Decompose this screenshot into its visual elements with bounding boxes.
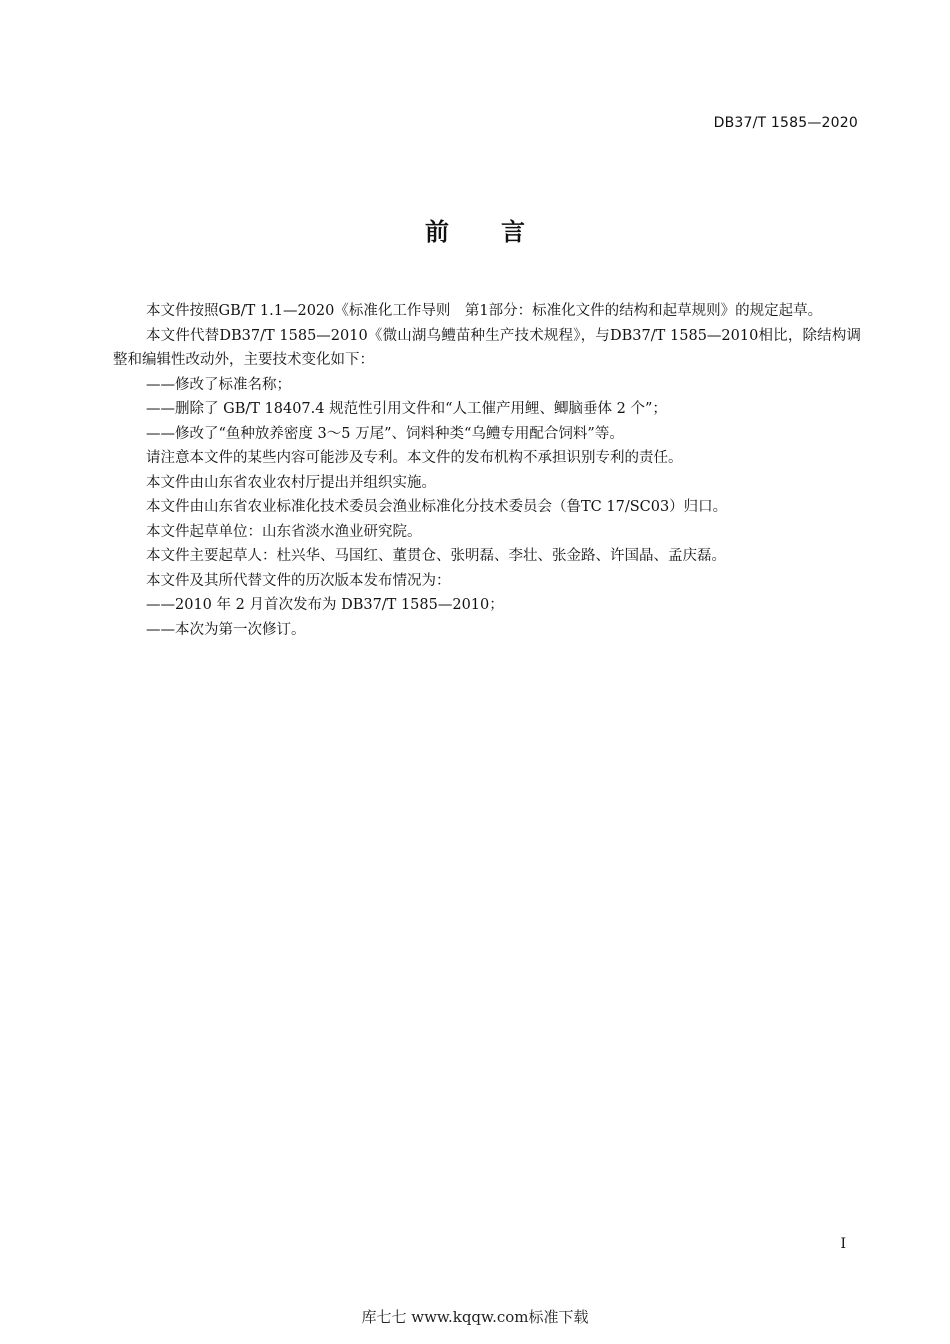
paragraph: 本文件起草单位：山东省淡水渔业研究院。 bbox=[146, 523, 422, 540]
standard-code: DB37/T 1585—2020 bbox=[713, 115, 858, 131]
paragraph: 本文件按照GB/T 1.1—2020《标准化工作导则 第1部分：标准化文件的结构和起草规则》的规定起草。 bbox=[146, 303, 823, 319]
paragraph: 本文件及其所代替文件的历次版本发布情况为： bbox=[146, 572, 451, 589]
paragraph: 本文件代替DB37/T 1585—2010《微山湖乌鳢苗种生产技术规程》，与DB37/T 1585—2010相比，除结构调整和编辑性改动外，主要技术变化如下： bbox=[113, 327, 861, 368]
paragraph: 请注意本文件的某些内容可能涉及专利。本文件的发布机构不承担识别专利的责任。 bbox=[146, 450, 683, 466]
page-number: I bbox=[840, 1236, 846, 1252]
list-item: ——2010 年 2 月首次发布为 DB37/T 1585—2010； bbox=[146, 597, 504, 613]
page-title: 前言 bbox=[425, 218, 577, 246]
list-item: ——删除了 GB/T 18407.4 规范性引用文件和“人工催产用鲤、鲫脑垂体 2 个”； bbox=[146, 401, 667, 417]
footer-watermark: 库七七 www.kqqw.com标准下载 bbox=[361, 1308, 589, 1326]
list-item: ——修改了标准名称； bbox=[146, 376, 291, 393]
list-item: ——本次为第一次修订。 bbox=[146, 621, 306, 638]
list-item: ——修改了“鱼种放养密度 3～5 万尾”、饲料种类“乌鳢专用配合饲料”等。 bbox=[146, 425, 624, 442]
paragraph: 本文件由山东省农业农村厅提出并组织实施。 bbox=[146, 474, 436, 491]
preface-body bbox=[113, 299, 861, 642]
paragraph: 本文件主要起草人：杜兴华、马国红、董贯仓、张明磊、李壮、张金路、许国晶、孟庆磊。 bbox=[146, 548, 726, 564]
paragraph: 本文件由山东省农业标准化技术委员会渔业标准化分技术委员会（鲁TC 17/SC03）归口。 bbox=[146, 499, 728, 515]
